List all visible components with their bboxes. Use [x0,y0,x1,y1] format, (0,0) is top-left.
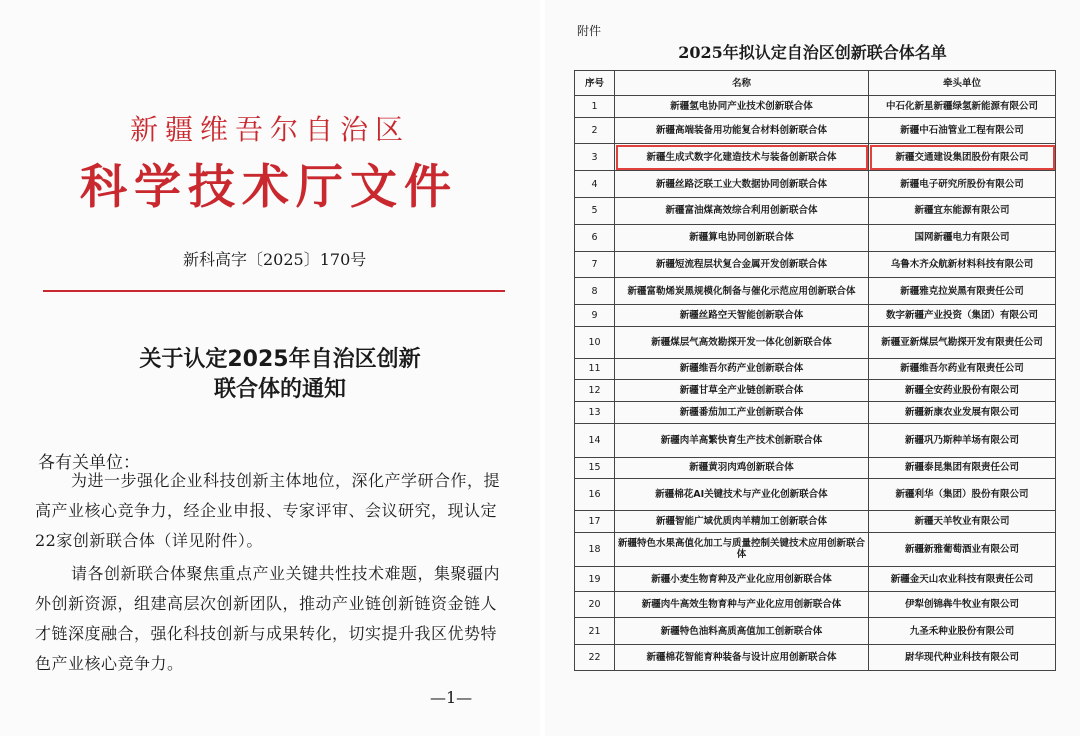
col-header-lead: 牵头单位 [869,71,1056,96]
row-number: 9 [575,305,615,327]
consortium-name: 新疆黄羽肉鸡创新联合体 [615,457,869,479]
col-header-name: 名称 [615,71,869,96]
issuing-agency: 新疆维吾尔自治区 [130,113,411,146]
red-divider-line [43,290,505,292]
table-row [575,618,1056,645]
consortium-name: 新疆维吾尔药产业创新联合体 [615,358,869,380]
row-number: 3 [575,144,615,171]
lead-unit: 乌鲁木齐众航新材料科技有限公司 [869,251,1056,278]
consortium-name: 新疆智能广域优质肉羊精加工创新联合体 [615,511,869,533]
row-number: 4 [575,171,615,198]
table-row [575,645,1056,671]
attachment-label: 附件 [577,24,602,38]
table-row [575,532,1056,566]
lead-unit: 新疆中石油管业工程有限公司 [869,117,1056,144]
table-row [575,479,1056,511]
consortium-name: 新疆肉羊高繁快育生产技术创新联合体 [615,423,869,457]
table-header-row [575,71,1056,96]
row-number: 13 [575,401,615,423]
body-paragraph-1: 为进一步强化企业科技创新主体地位，深化产学研合作，提高产业核心竞争力，经企业申报、专家评审、会议研究，现认定22家创新联合体（详见附件）。 [35,471,501,550]
lead-unit: 新疆天羊牧业有限公司 [869,511,1056,533]
row-number: 19 [575,566,615,592]
lead-unit: 新疆宜东能源有限公司 [869,197,1056,224]
table-row [575,278,1056,305]
row-number: 8 [575,278,615,305]
row-number: 6 [575,224,615,251]
notice-title-line2: 联合体的通知 [213,377,346,402]
body-paragraph-2: 请各创新联合体聚焦重点产业关键共性技术难题，集聚疆内外创新资源，组建高层次创新团队，推动产业链创新链资金链人才链深度融合，强化科技创新与成果转化，切实提升我区优势特色产业核心竞争力。 [35,564,501,673]
lead-unit: 中石化新星新疆绿氢新能源有限公司 [869,96,1056,118]
table-row [575,511,1056,533]
row-number: 5 [575,197,615,224]
table-row [575,305,1056,327]
consortium-name: 新疆棉花智能育种装备与设计应用创新联合体 [615,645,869,671]
lead-unit: 新疆雅克拉炭黑有限责任公司 [869,278,1056,305]
table-row [575,380,1056,402]
table-body [575,96,1056,671]
consortium-name: 新疆短流程层状复合金属开发创新联合体 [615,251,869,278]
lead-unit: 新疆金天山农业科技有限责任公司 [869,566,1056,592]
right-page [545,0,1080,736]
table-row [575,117,1056,144]
lead-unit: 九圣禾种业股份有限公司 [869,618,1056,645]
row-number: 17 [575,511,615,533]
row-number: 1 [575,96,615,118]
row-number: 11 [575,358,615,380]
lead-unit: 伊犁创锦犇牛牧业有限公司 [869,592,1056,618]
addressee: 各有关单位： [38,453,140,473]
lead-unit: 新疆利华（集团）股份有限公司 [869,479,1056,511]
table-row [575,401,1056,423]
lead-unit: 新疆亚新煤层气勘探开发有限责任公司 [869,326,1056,358]
col-header-number: 序号 [575,71,615,96]
consortium-name: 新疆丝路泛联工业大数据协同创新联合体 [615,171,869,198]
consortium-name: 新疆高端装备用功能复合材料创新联合体 [615,117,869,144]
consortium-name: 新疆氢电协同产业技术创新联合体 [615,96,869,118]
consortium-name: 新疆小麦生物育种及产业化应用创新联合体 [615,566,869,592]
table-row [575,224,1056,251]
table-row [575,326,1056,358]
consortium-name: 新疆煤层气高效勘探开发一体化创新联合体 [615,326,869,358]
notice-title [40,345,520,405]
lead-unit: 数字新疆产业投资（集团）有限公司 [869,305,1056,327]
row-number: 22 [575,645,615,671]
consortium-name: 新疆特色水果高值化加工与质量控制关键技术应用创新联合体 [615,532,869,566]
consortium-name: 新疆富勒烯炭黑规模化制备与催化示范应用创新联合体 [615,278,869,305]
consortium-name: 新疆番茄加工产业创新联合体 [615,401,869,423]
row-number: 15 [575,457,615,479]
lead-unit: 新疆巩乃斯种羊场有限公司 [869,423,1056,457]
lead-unit: 新疆维吾尔药业有限责任公司 [869,358,1056,380]
table-row [575,566,1056,592]
table-row [575,457,1056,479]
consortium-name: 新疆生成式数字化建造技术与装备创新联合体 [615,144,869,171]
list-title: 2025年拟认定自治区创新联合体名单 [678,43,947,62]
row-number: 7 [575,251,615,278]
table-row [575,592,1056,618]
lead-unit: 新疆新雅葡萄酒业有限公司 [869,532,1056,566]
page-number: —1— [430,688,473,707]
lead-unit: 新疆全安药业股份有限公司 [869,380,1056,402]
consortium-table [574,70,1056,671]
row-number: 18 [575,532,615,566]
lead-unit: 新疆泰昆集团有限责任公司 [869,457,1056,479]
lead-unit: 新疆电子研究所股份有限公司 [869,171,1056,198]
lead-unit: 新疆新康农业发展有限公司 [869,401,1056,423]
consortium-name: 新疆丝路空天智能创新联合体 [615,305,869,327]
table-row [575,96,1056,118]
table-row [575,358,1056,380]
row-number: 2 [575,117,615,144]
document-type-header: 科学技术厅文件 [80,160,458,215]
consortium-name: 新疆富油煤高效综合利用创新联合体 [615,197,869,224]
lead-unit: 新疆交通建设集团股份有限公司 [869,144,1056,171]
consortium-name: 新疆算电协同创新联合体 [615,224,869,251]
table-row [575,197,1056,224]
table-row [575,144,1056,171]
table-row [575,171,1056,198]
consortium-name: 新疆棉花AI关键技术与产业化创新联合体 [615,479,869,511]
row-number: 14 [575,423,615,457]
notice-title-line1: 关于认定2025年自治区创新 [139,347,421,372]
table-row [575,423,1056,457]
consortium-name: 新疆甘草全产业链创新联合体 [615,380,869,402]
row-number: 10 [575,326,615,358]
row-number: 20 [575,592,615,618]
row-number: 12 [575,380,615,402]
table-row [575,251,1056,278]
row-number: 16 [575,479,615,511]
consortium-name: 新疆肉牛高效生物育种与产业化应用创新联合体 [615,592,869,618]
document-number: 新科高字〔2025〕170号 [183,250,367,269]
lead-unit: 尉华现代种业科技有限公司 [869,645,1056,671]
lead-unit: 国网新疆电力有限公司 [869,224,1056,251]
row-number: 21 [575,618,615,645]
consortium-name: 新疆特色油料高质高值加工创新联合体 [615,618,869,645]
